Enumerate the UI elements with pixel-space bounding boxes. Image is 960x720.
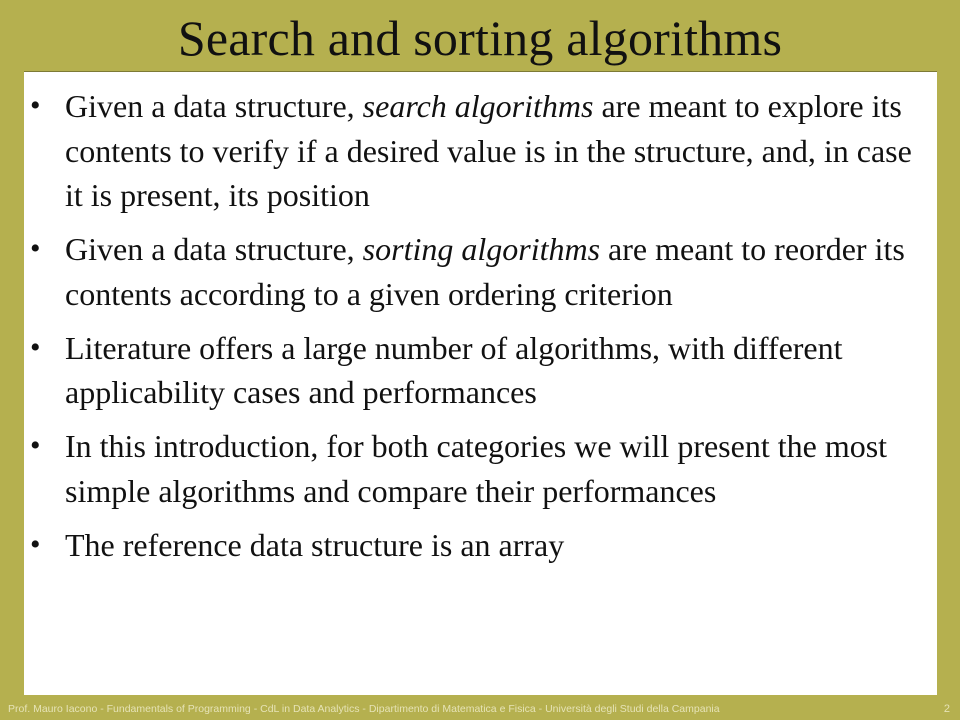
bullet-item — [24, 227, 937, 316]
bullet-text: Literature offers a large number of algorithms, with different applicability cases and performances — [65, 329, 843, 410]
bullet-icon: • — [30, 527, 41, 561]
bullet-item — [24, 523, 937, 568]
bullet-text: In this introduction, for both categories we will present the most simple algorithms and compare their performances — [65, 428, 888, 509]
bullet-item — [24, 84, 937, 218]
bullet-text-prefix: Given a data structure, — [65, 88, 363, 124]
bullet-list — [24, 84, 937, 577]
bullet-item — [24, 326, 937, 415]
bullet-emphasis: search algorithms — [362, 88, 594, 124]
bullet-text-suffix: are meant to reorder its contents according to a given ordering criterion — [65, 231, 905, 312]
bullet-text: The reference data structure is an array — [65, 526, 565, 563]
page-number: 2 — [943, 703, 950, 715]
bullet-icon: • — [30, 89, 41, 122]
bullet-icon: • — [30, 330, 41, 364]
slide-footer: Prof. Mauro Iacono - Fundamentals of Programming - CdL in Data Analytics - Dipartimento di Matematica e Fisica - Università degli Studi della Campania — [8, 703, 720, 715]
bullet-icon: • — [30, 429, 41, 462]
bullet-icon: • — [30, 232, 41, 265]
bullet-text-suffix: are meant to explore its contents to verify if a desired value is in the structure, and, in case it is present, its position — [65, 88, 912, 213]
bullet-emphasis: sorting algorithms — [362, 231, 601, 267]
bullet-text-prefix: Given a data structure, — [65, 231, 363, 267]
content-panel — [24, 72, 937, 695]
slide-title: Search and sorting algorithms — [177, 10, 783, 66]
bullet-item — [24, 424, 937, 513]
